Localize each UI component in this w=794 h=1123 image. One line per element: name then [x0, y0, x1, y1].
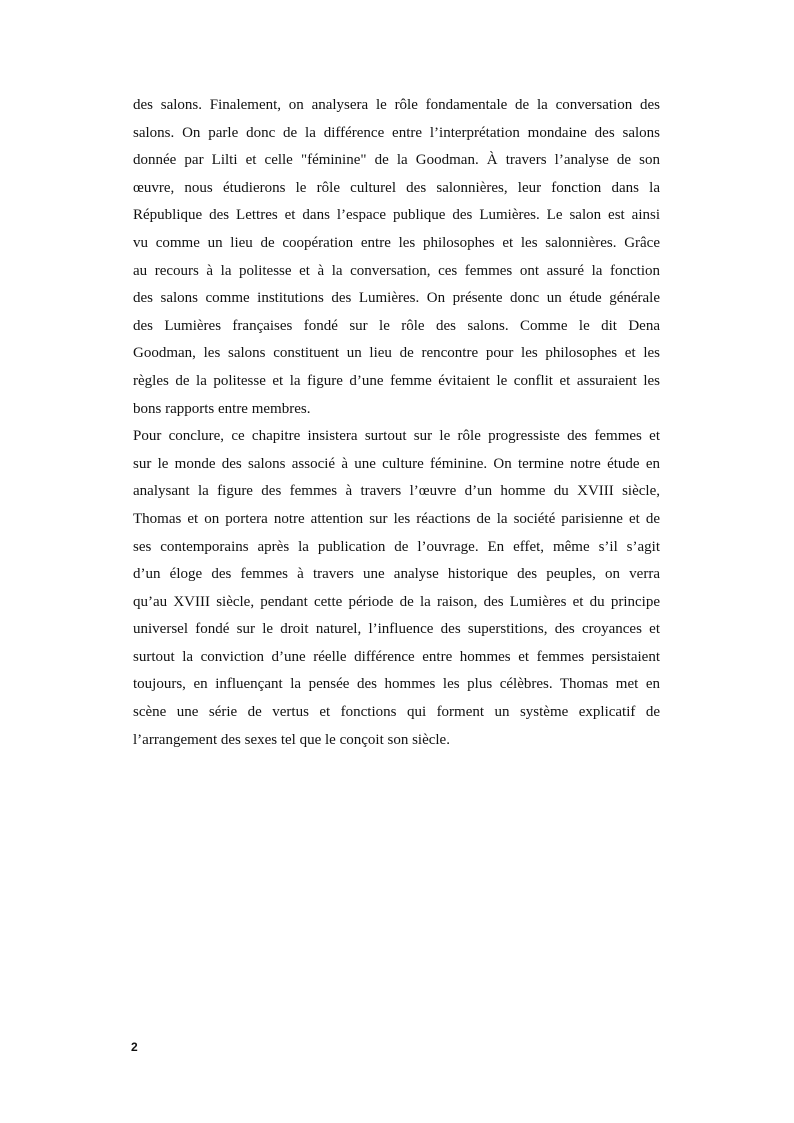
paragraph-conclusion [133, 423, 660, 754]
text-line: des salons. Finalement, on analysera le rôle fondamentale de la conversation des [133, 97, 660, 113]
text-line: donnée par Lilti et celle "féminine" de la Goodman. À travers l’analyse de son [133, 152, 660, 169]
text-line: œuvre, nous étudierons le rôle culturel des salonnières, leur fonction dans la [133, 179, 660, 196]
text-line: des Lumières françaises fondé sur le rôle des salons. Comme le dit Dena [133, 317, 660, 334]
text-line: qu’au XVIII siècle, pendant cette période de la raison, des Lumières et du principe [133, 593, 660, 610]
text-line: salons. On parle donc de la différence entre l’interprétation mondaine des salons [133, 124, 660, 141]
text-line: Goodman, les salons constituent un lieu de rencontre pour les philosophes et les [133, 345, 660, 362]
text-line: surtout la conviction d’une réelle différence entre hommes et femmes persistaient [133, 648, 660, 665]
text-line: des salons comme institutions des Lumières. On présente donc un étude générale [133, 290, 660, 307]
text-line: universel fondé sur le droit naturel, l’influence des superstitions, des croyances et [133, 621, 660, 638]
text-line: Thomas et on portera notre attention sur les réactions de la société parisienne et de [133, 510, 660, 527]
text-line: sur le monde des salons associé à une culture féminine. On termine notre étude en [133, 455, 660, 472]
text-line: ses contemporains après la publication de l’ouvrage. En effet, même s’il s’agit [133, 538, 660, 555]
text-line: vu comme un lieu de coopération entre les philosophes et les salonnières. Grâce [133, 234, 660, 251]
text-line: l’arrangement des sexes tel que le conçoit son siècle. [133, 731, 450, 748]
text-line: toujours, en influençant la pensée des hommes les plus célèbres. Thomas met en [133, 676, 660, 693]
text-line: République des Lettres et dans l’espace publique des Lumières. Le salon est ainsi [133, 207, 660, 224]
document-body [133, 92, 660, 754]
text-line: au recours à la politesse et à la conversation, ces femmes ont assuré la fonction [133, 262, 660, 279]
text-line: règles de la politesse et la figure d’une femme évitaient le conflit et assuraient les [133, 372, 660, 389]
text-line: analysant la figure des femmes à travers l’œuvre d’un homme du XVIII siècle, [133, 483, 660, 500]
paragraph-salons [133, 92, 660, 423]
text-line: bons rapports entre membres. [133, 400, 311, 417]
text-line: scène une série de vertus et fonctions qui forment un système explicatif de [133, 704, 660, 721]
page-number: 2 [131, 1040, 138, 1054]
text-line: Pour conclure, ce chapitre insistera surtout sur le rôle progressiste des femmes et [133, 428, 660, 445]
text-line: d’un éloge des femmes à travers une analyse historique des peuples, on verra [133, 566, 660, 583]
